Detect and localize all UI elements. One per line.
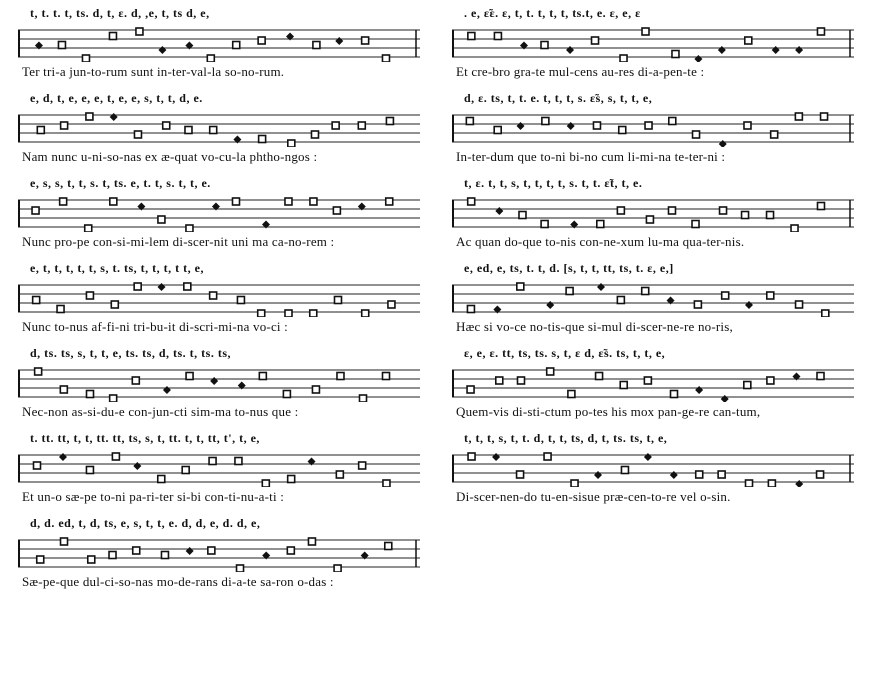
square-note xyxy=(86,467,93,474)
square-note xyxy=(669,118,676,125)
dasian-letters: e, ed, e, ts, t. t, d. [s, t, t, tt, ts, t. ε, e,] xyxy=(464,261,674,275)
square-note xyxy=(111,301,118,308)
dasian-letters: d, ts. ts, s, t, t, e, ts. ts, d, ts. t, ts. ts, xyxy=(30,346,231,360)
square-note xyxy=(382,55,389,62)
diamond-note xyxy=(517,122,525,130)
dasian-letters: t, t. t. t, ts. d, t, ε. d, ,e, t, ts d, e, xyxy=(30,6,210,20)
diamond-note xyxy=(546,301,554,309)
square-note xyxy=(620,382,627,389)
dasian-letters: . e, ε̃ε. ε, t, t. t, t, t, ts.t, e. ε, e, ε xyxy=(464,6,641,20)
square-note xyxy=(597,221,604,228)
square-note xyxy=(517,377,524,384)
square-note xyxy=(795,113,802,120)
diamond-note xyxy=(670,471,678,479)
square-note xyxy=(313,42,320,49)
diamond-note xyxy=(695,386,703,394)
lyric-line: Et un-o sæ-pe to-ni pa-ri-ter si-bi con-ti-nu-a-ti : xyxy=(22,489,285,504)
square-note xyxy=(621,467,628,474)
square-note xyxy=(767,292,774,299)
square-note xyxy=(336,471,343,478)
square-note xyxy=(35,368,42,375)
square-note xyxy=(334,565,341,572)
lyric-line: Sæ-pe-que dul-ci-so-nas mo-de-rans di-a-te sa-ron o-das : xyxy=(22,574,334,589)
square-note xyxy=(283,391,290,398)
square-note xyxy=(359,462,366,469)
square-note xyxy=(671,391,678,398)
square-note xyxy=(383,480,390,487)
music-system xyxy=(442,85,862,170)
square-note xyxy=(646,216,653,223)
music-system xyxy=(8,425,428,510)
music-system xyxy=(8,255,428,340)
diamond-note xyxy=(795,46,803,54)
music-system xyxy=(442,170,862,255)
lyric-line: Hæc si vo-ce no-tis-que si-mul di-scer-ne-re no-ris, xyxy=(456,319,733,334)
square-note xyxy=(233,42,240,49)
square-note xyxy=(32,207,39,214)
music-system xyxy=(442,425,862,510)
square-note xyxy=(744,122,751,129)
square-note xyxy=(311,131,318,138)
square-note xyxy=(136,28,143,35)
staff xyxy=(18,281,420,317)
staff xyxy=(452,196,854,232)
diamond-note xyxy=(133,462,141,470)
square-note xyxy=(158,476,165,483)
square-note xyxy=(541,221,548,228)
music-system xyxy=(8,0,428,85)
dasian-letters: t. tt. tt, t, t, tt. tt, ts, s, t, tt. t, t, tt, t', t, e, xyxy=(30,431,260,445)
square-note xyxy=(182,467,189,474)
square-note xyxy=(262,480,269,487)
square-note xyxy=(332,122,339,129)
diamond-note xyxy=(745,301,753,309)
square-note xyxy=(496,377,503,384)
square-note xyxy=(542,118,549,125)
square-note xyxy=(767,377,774,384)
square-note xyxy=(696,471,703,478)
dasian-letters: ε, e, ε. tt, ts, ts. s, t, ε d, ε̃s. ts, t, t, e, xyxy=(464,346,666,360)
square-note xyxy=(132,377,139,384)
square-note xyxy=(468,198,475,205)
square-note xyxy=(668,207,675,214)
square-note xyxy=(466,118,473,125)
square-note xyxy=(617,297,624,304)
square-note xyxy=(571,480,578,487)
diamond-note xyxy=(158,46,166,54)
square-note xyxy=(745,37,752,44)
diamond-note xyxy=(335,37,343,45)
music-system xyxy=(8,510,428,595)
square-note xyxy=(133,547,140,554)
square-note xyxy=(821,113,828,120)
square-note xyxy=(494,33,501,40)
lyric-line: Nunc to-nus af-fi-ni tri-bu-it di-scri-mi-na vo-ci : xyxy=(22,319,288,334)
square-note xyxy=(644,377,651,384)
staff xyxy=(452,451,854,487)
lyric-line: Ter tri-a jun-to-rum sunt in-ter-val-la so-no-rum. xyxy=(22,64,285,79)
square-note xyxy=(134,131,141,138)
staff xyxy=(18,196,420,232)
diamond-note xyxy=(186,547,194,555)
square-note xyxy=(237,565,244,572)
square-note xyxy=(768,480,775,487)
square-note xyxy=(110,198,117,205)
square-note xyxy=(467,386,474,393)
square-note xyxy=(109,33,116,40)
square-note xyxy=(112,453,119,460)
square-note xyxy=(541,42,548,49)
staff xyxy=(18,26,420,62)
square-note xyxy=(817,28,824,35)
square-note xyxy=(163,122,170,129)
square-note xyxy=(593,122,600,129)
music-system xyxy=(8,85,428,170)
square-note xyxy=(285,198,292,205)
square-note xyxy=(110,395,117,402)
square-note xyxy=(287,547,294,554)
square-note xyxy=(208,547,215,554)
diamond-note xyxy=(644,453,652,461)
music-system xyxy=(442,340,862,425)
diamond-note xyxy=(567,122,575,130)
diamond-note xyxy=(210,377,218,385)
staff xyxy=(18,451,420,487)
square-note xyxy=(385,543,392,550)
square-note xyxy=(134,283,141,290)
square-note xyxy=(693,131,700,138)
lyric-line: In-ter-dum que to-ni bi-no cum li-mi-na te-ter-ni : xyxy=(456,149,726,164)
square-note xyxy=(468,33,475,40)
square-note xyxy=(258,37,265,44)
square-note xyxy=(547,368,554,375)
diamond-note xyxy=(772,46,780,54)
dasian-letters: d, d. ed, t, d, ts, e, s, t, t, e. d, d, e, d. d, e, xyxy=(30,516,261,530)
staff xyxy=(18,111,420,147)
diamond-note xyxy=(157,283,165,291)
square-note xyxy=(184,283,191,290)
diamond-note xyxy=(495,207,503,215)
square-note xyxy=(334,297,341,304)
square-note xyxy=(742,212,749,219)
square-note xyxy=(310,310,317,317)
square-note xyxy=(568,391,575,398)
square-note xyxy=(60,198,67,205)
square-note xyxy=(210,127,217,134)
square-note xyxy=(88,556,95,563)
dasian-letters: t, t, t, s, t, t. d, t, t, ts, d, t, ts. ts, t, e, xyxy=(464,431,668,445)
square-note xyxy=(360,395,367,402)
square-note xyxy=(186,225,193,232)
square-note xyxy=(388,301,395,308)
dasian-letters: d, ε. ts, t, t. e. t, t, t, s. ε̃s, s, t, t, e, xyxy=(464,91,653,105)
square-note xyxy=(161,552,168,559)
diamond-note xyxy=(694,55,702,62)
diamond-note xyxy=(110,113,118,121)
diamond-note xyxy=(718,46,726,54)
square-note xyxy=(796,301,803,308)
square-note xyxy=(288,476,295,483)
square-note xyxy=(822,310,829,317)
staff xyxy=(452,111,854,147)
square-note xyxy=(619,127,626,134)
dasian-letters: e, s, s, t, t, s. t, ts. e, t. t, s. t, t, e. xyxy=(30,176,211,190)
square-note xyxy=(362,310,369,317)
square-note xyxy=(337,373,344,380)
diamond-note xyxy=(597,283,605,291)
square-note xyxy=(817,373,824,380)
square-note xyxy=(645,122,652,129)
diamond-note xyxy=(795,480,803,487)
square-note xyxy=(817,203,824,210)
square-note xyxy=(308,538,315,545)
square-note xyxy=(61,122,68,129)
diamond-note xyxy=(566,46,574,54)
square-note xyxy=(237,297,244,304)
square-note xyxy=(333,207,340,214)
square-note xyxy=(37,556,44,563)
square-note xyxy=(746,480,753,487)
square-note xyxy=(61,538,68,545)
square-note xyxy=(310,198,317,205)
square-note xyxy=(358,122,365,129)
square-note xyxy=(771,131,778,138)
music-system xyxy=(442,255,862,340)
square-note xyxy=(186,373,193,380)
square-note xyxy=(642,28,649,35)
square-note xyxy=(259,136,266,143)
square-note xyxy=(566,288,573,295)
square-note xyxy=(642,288,649,295)
square-note xyxy=(386,118,393,125)
square-note xyxy=(692,221,699,228)
square-note xyxy=(386,198,393,205)
square-note xyxy=(158,216,165,223)
lyric-line: Et cre-bro gra-te mul-cens au-res di-a-pen-te : xyxy=(456,64,705,79)
square-note xyxy=(33,297,40,304)
square-note xyxy=(85,225,92,232)
square-note xyxy=(185,127,192,134)
staff xyxy=(18,366,420,402)
square-note xyxy=(232,198,239,205)
square-note xyxy=(720,207,727,214)
square-note xyxy=(722,292,729,299)
square-note xyxy=(620,55,627,62)
square-note xyxy=(694,301,701,308)
square-note xyxy=(362,37,369,44)
diamond-note xyxy=(492,453,500,461)
diamond-note xyxy=(594,471,602,479)
square-note xyxy=(235,458,242,465)
lyric-line: Ac quan do-que to-nis con-ne-xum lu-ma qua-ter-nis. xyxy=(456,234,745,249)
square-note xyxy=(617,207,624,214)
lyric-line: Nunc pro-pe con-si-mi-lem di-scer-nit uni ma ca-no-rem : xyxy=(22,234,335,249)
square-note xyxy=(34,462,41,469)
staff xyxy=(18,536,420,572)
dasian-letters: e, t, t, t, t, t, s, t. ts, t, t, t, t t, e, xyxy=(30,261,204,275)
square-note xyxy=(57,306,64,313)
square-note xyxy=(207,55,214,62)
diamond-note xyxy=(721,395,729,402)
diamond-note xyxy=(163,386,171,394)
lyric-line: Quem-vis di-sti-ctum po-tes his mox pan-ge-re can-tum, xyxy=(456,404,761,419)
staff xyxy=(452,26,854,62)
lyric-line: Di-scer-nen-do tu-en-sisue præ-cen-to-re vel o-sin. xyxy=(456,489,731,504)
square-note xyxy=(767,212,774,219)
square-note xyxy=(468,453,475,460)
music-system xyxy=(8,340,428,425)
music-system xyxy=(442,0,862,85)
square-note xyxy=(58,42,65,49)
dasian-letters: e, d, t, e, e, e, t, e, e, s, t, t, d, e. xyxy=(30,91,203,105)
square-note xyxy=(60,386,67,393)
square-note xyxy=(86,113,93,120)
lyric-line: Nec-non as-si-du-e con-jun-cti sim-ma to-nus que : xyxy=(22,404,299,419)
left-column xyxy=(8,0,428,595)
square-note xyxy=(312,386,319,393)
square-note xyxy=(519,212,526,219)
square-note xyxy=(259,373,266,380)
square-note xyxy=(467,306,474,313)
square-note xyxy=(285,310,292,317)
square-note xyxy=(517,283,524,290)
square-note xyxy=(791,225,798,232)
diamond-note xyxy=(719,140,727,147)
square-note xyxy=(494,127,501,134)
lyric-line: Nam nunc u-ni-so-nas ex æ-quat vo-cu-la phtho-ngos : xyxy=(22,149,318,164)
music-system xyxy=(8,170,428,255)
square-note xyxy=(672,51,679,58)
dasian-letters: t, ε. t, t, s, t, t, t, t, s. t, t. ε̃t, t, e. xyxy=(464,176,643,190)
staff xyxy=(452,281,854,317)
diamond-note xyxy=(59,453,67,461)
square-note xyxy=(288,140,295,147)
square-note xyxy=(87,391,94,398)
square-note xyxy=(596,373,603,380)
square-note xyxy=(210,292,217,299)
square-note xyxy=(718,471,725,478)
square-note xyxy=(544,453,551,460)
square-note xyxy=(517,471,524,478)
square-note xyxy=(258,310,265,317)
square-note xyxy=(37,127,44,134)
square-note xyxy=(817,471,824,478)
square-note xyxy=(82,55,89,62)
square-note xyxy=(209,458,216,465)
right-column xyxy=(442,0,862,510)
staff xyxy=(452,366,854,402)
square-note xyxy=(383,373,390,380)
square-note xyxy=(744,382,751,389)
square-note xyxy=(109,552,116,559)
square-note xyxy=(592,37,599,44)
square-note xyxy=(86,292,93,299)
